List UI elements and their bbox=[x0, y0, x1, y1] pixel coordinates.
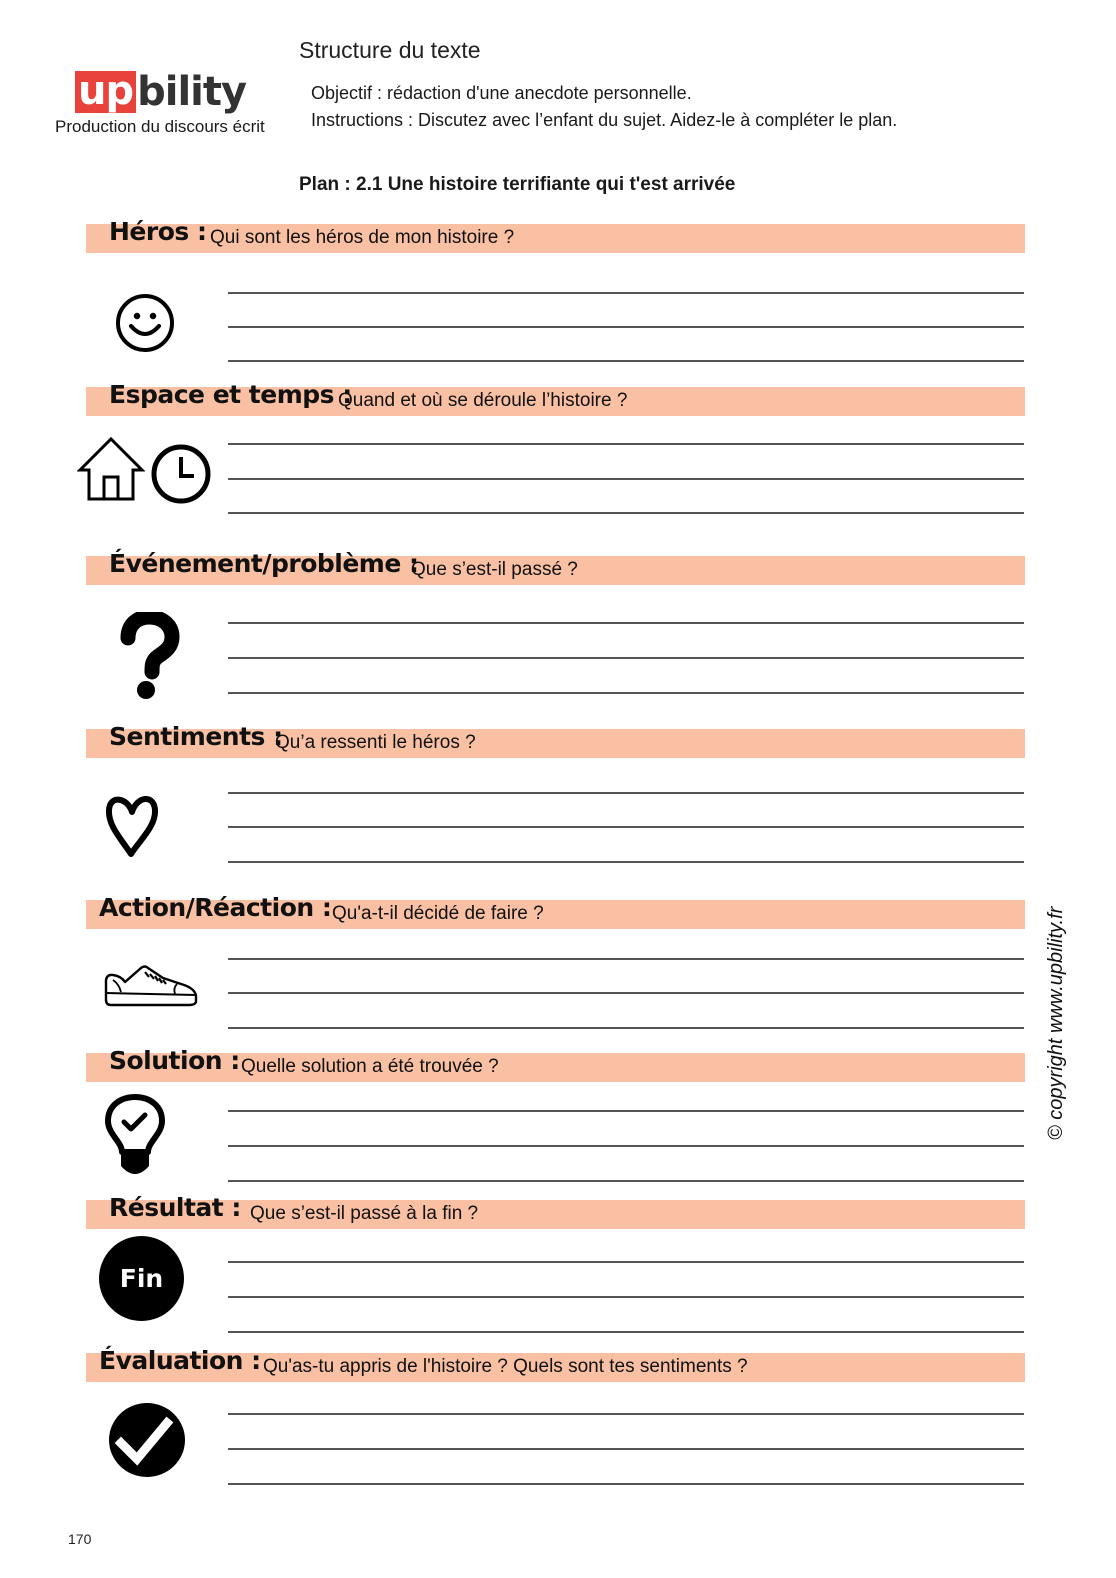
section-band-solution bbox=[86, 1046, 1025, 1082]
smiley-face-icon bbox=[114, 292, 176, 354]
section-band-espace-temps bbox=[86, 380, 1025, 416]
section-label: Événement/problème : bbox=[109, 549, 419, 578]
section-label: Solution : bbox=[109, 1046, 240, 1075]
logo-text: bility bbox=[137, 69, 247, 115]
writing-line[interactable] bbox=[228, 1448, 1024, 1450]
lightbulb-check-icon bbox=[104, 1094, 166, 1176]
section-question: Quelle solution a été trouvée ? bbox=[241, 1056, 499, 1077]
writing-line[interactable] bbox=[228, 1413, 1024, 1415]
section-band-evaluation bbox=[86, 1346, 1025, 1382]
writing-line[interactable] bbox=[228, 958, 1024, 960]
section-question: Qu’a ressenti le héros ? bbox=[275, 732, 476, 753]
writing-line[interactable] bbox=[228, 861, 1024, 863]
writing-line[interactable] bbox=[228, 692, 1024, 694]
section-label: Résultat : bbox=[109, 1193, 241, 1222]
writing-line[interactable] bbox=[228, 1027, 1024, 1029]
section-band-sentiments bbox=[86, 722, 1025, 758]
section-label: Sentiments : bbox=[109, 722, 283, 751]
section-question: Qu'as-tu appris de l'histoire ? Quels sont tes sentiments ? bbox=[263, 1356, 748, 1377]
fin-badge-text: Fin bbox=[119, 1264, 164, 1293]
plan-title: Plan : 2.1 Une histoire terrifiante qui t'est arrivée bbox=[299, 174, 736, 195]
section-question: Que s’est-il passé ? bbox=[411, 559, 578, 580]
writing-line[interactable] bbox=[228, 478, 1024, 480]
section-band-evenement bbox=[86, 549, 1025, 585]
clock-icon bbox=[150, 443, 212, 505]
section-band-resultat bbox=[86, 1193, 1025, 1229]
section-band-action bbox=[86, 893, 1025, 929]
section-label: Héros : bbox=[109, 217, 207, 246]
writing-line[interactable] bbox=[228, 1261, 1024, 1263]
section-question: Que s’est-il passé à la fin ? bbox=[250, 1203, 479, 1224]
house-icon bbox=[77, 436, 145, 502]
fin-badge-icon bbox=[99, 1236, 184, 1321]
writing-line[interactable] bbox=[228, 826, 1024, 828]
section-question: Quand et où se déroule l’histoire ? bbox=[338, 390, 628, 411]
section-label: Évaluation : bbox=[99, 1346, 261, 1375]
copyright-notice: © copyright www.upbility.fr bbox=[1045, 906, 1067, 1140]
writing-line[interactable] bbox=[228, 326, 1024, 328]
section-label: Espace et temps : bbox=[109, 380, 352, 409]
upbility-logo bbox=[75, 68, 247, 115]
writing-line[interactable] bbox=[228, 792, 1024, 794]
writing-line[interactable] bbox=[228, 622, 1024, 624]
section-question: Qu'a-t-il décidé de faire ? bbox=[332, 903, 544, 924]
writing-line[interactable] bbox=[228, 1145, 1024, 1147]
writing-line[interactable] bbox=[228, 1296, 1024, 1298]
writing-line[interactable] bbox=[228, 1331, 1024, 1333]
writing-line[interactable] bbox=[228, 1483, 1024, 1485]
page-number: 170 bbox=[68, 1531, 92, 1547]
section-question: Qui sont les héros de mon histoire ? bbox=[210, 227, 515, 248]
writing-line[interactable] bbox=[228, 512, 1024, 514]
sneaker-icon bbox=[103, 962, 199, 1008]
writing-line[interactable] bbox=[228, 443, 1024, 445]
writing-line[interactable] bbox=[228, 292, 1024, 294]
page-heading: Structure du texte bbox=[299, 37, 481, 63]
writing-line[interactable] bbox=[228, 992, 1024, 994]
logo-highlight: up bbox=[75, 71, 136, 113]
writing-line[interactable] bbox=[228, 1180, 1024, 1182]
writing-line[interactable] bbox=[228, 360, 1024, 362]
heart-icon bbox=[104, 792, 160, 858]
writing-line[interactable] bbox=[228, 1110, 1024, 1112]
section-label: Action/Réaction : bbox=[99, 893, 332, 922]
writing-line[interactable] bbox=[228, 657, 1024, 659]
subtitle: Production du discours écrit bbox=[55, 117, 265, 136]
objective-text: Objectif : rédaction d'une anecdote personnelle. bbox=[311, 83, 692, 103]
checkmark-circle-icon bbox=[107, 1401, 187, 1479]
instructions-text: Instructions : Discutez avec l’enfant du sujet. Aidez-le à compléter le plan. bbox=[311, 110, 898, 130]
section-band-heros bbox=[86, 217, 1025, 253]
question-mark-icon bbox=[118, 612, 180, 702]
